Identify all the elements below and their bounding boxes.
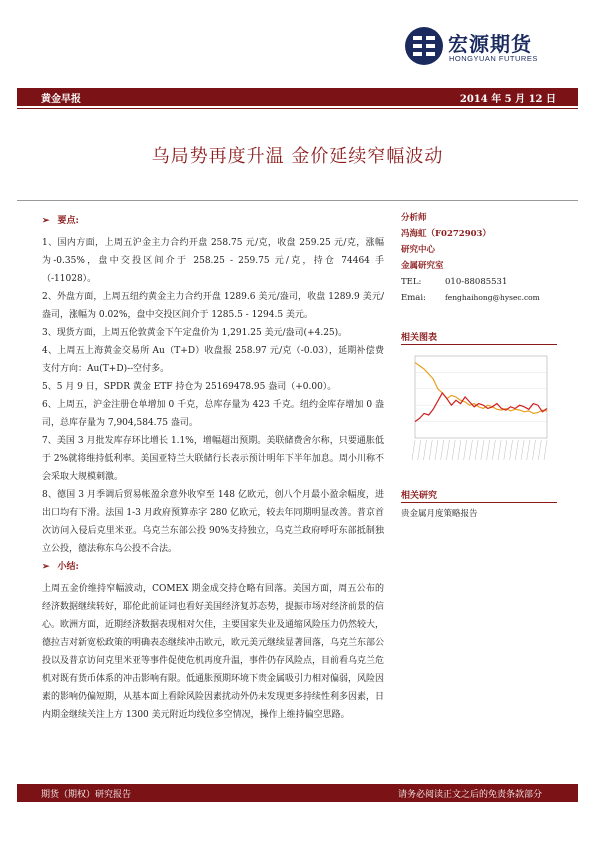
chart-x-tick-label bbox=[458, 440, 461, 460]
chart-x-tick-label bbox=[510, 440, 513, 460]
research-heading: 相关研究 bbox=[401, 491, 438, 501]
chart-x-tick-label bbox=[481, 440, 484, 460]
footer-bar bbox=[17, 784, 578, 802]
chart-x-tick-label bbox=[423, 440, 426, 460]
key-point-item: 3、现货方面，上周五伦敦黄金下午定盘价为 1,291.25 美元/盎司(+4.25)。 bbox=[42, 328, 348, 338]
chart-x-tick-label bbox=[418, 440, 421, 460]
key-point-item: 5、5 月 9 日，SPDR 黄金 ETF 持仓为 25169478.95 盎司（+0.00）。 bbox=[42, 382, 337, 392]
sidebar bbox=[401, 210, 557, 306]
key-point-item: 6、上周五，沪金注册仓单增加 0 千克，总库存量为 423 千克。纽约金库存增加 0 盎司，总库存量为 7,904,584.75 盎司。 bbox=[42, 400, 384, 428]
title-divider bbox=[17, 200, 578, 201]
chart-x-tick-label bbox=[521, 440, 524, 460]
email-label: Emai: bbox=[401, 293, 426, 303]
summary-heading: ➢ 小结: bbox=[42, 562, 79, 572]
footer-right: 请务必阅读正文之后的免责条款部分 bbox=[397, 790, 542, 800]
chart-x-tick-label bbox=[469, 440, 472, 460]
arrow-bullet-icon: ➢ bbox=[42, 216, 50, 226]
tel-label: TEL: bbox=[401, 277, 422, 287]
chart-x-tick-label bbox=[544, 440, 547, 460]
key-point-item: 4、上周五上海黄金交易所 Au（T+D）收盘报 258.97 元/克（-0.03），延期补偿费支付方向：Au(T+D)--空付多。 bbox=[42, 346, 384, 374]
key-point-item: 8、德国 3 月季调后贸易帐盈余意外收窄至 148 亿欧元，创八个月最小盈余幅度，进出口均有下滑。法国 1-3 月政府预算赤字 280 亿欧元，较去年同期明显改善。普京首次访问入侵后克里米亚。乌克兰东部公投 90%支持独立，乌克兰政府呼吁东部抵制独立公投，德法称东乌公投不合法。 bbox=[42, 490, 384, 554]
chart-x-tick-label bbox=[504, 440, 507, 460]
chart-x-tick-label bbox=[441, 440, 444, 460]
gold-price-chart bbox=[401, 348, 557, 466]
chart-x-tick-label bbox=[492, 440, 495, 460]
analyst-label: 分析师 bbox=[401, 213, 427, 223]
main-column bbox=[42, 210, 384, 724]
analyst-name: 冯海虹（F0272903） bbox=[401, 229, 491, 239]
department: 研究中心 bbox=[401, 245, 436, 255]
report-title: 乌局势再度升温 金价延续窄幅波动 bbox=[151, 146, 444, 167]
chart-x-tick-label bbox=[487, 440, 490, 460]
key-points-heading: ➢ 要点: bbox=[42, 216, 79, 226]
email-row bbox=[401, 290, 557, 306]
company-logo bbox=[404, 26, 554, 70]
tel-row bbox=[401, 274, 557, 290]
research-heading-divider bbox=[401, 502, 557, 503]
research-item[interactable]: 贵金属月度策略报告 bbox=[401, 509, 478, 519]
logo-text-cn: 宏源期货 bbox=[448, 32, 532, 56]
office: 金属研究室 bbox=[401, 261, 444, 271]
logo-mark-icon bbox=[404, 26, 444, 66]
key-point-item: 2、外盘方面，上周五纽约黄金主力合约开盘 1289.6 美元/盎司，收盘 1289.9 美元/盎司，涨幅为 0.02%，盘中交投区间介于 1285.5 - 1294.5 美元。 bbox=[42, 292, 384, 320]
chart-x-tick-label bbox=[538, 440, 541, 460]
header-divider bbox=[17, 108, 578, 109]
logo-text-en: HONGYUAN FUTURES bbox=[449, 54, 538, 63]
chart-x-tick-label bbox=[446, 440, 449, 460]
chart-x-tick-label bbox=[527, 440, 530, 460]
key-point-item: 1、国内方面，上周五沪金主力合约开盘 258.75 元/克，收盘 259.25 元/克，涨幅为-0.35%，盘中交投区间介于 258.25 - 259.75 元/克，持仓 74464 手（-11028）。 bbox=[42, 238, 384, 284]
footer-left: 期货（期权）研究报告 bbox=[41, 790, 132, 800]
tel-value: 010-88085531 bbox=[445, 277, 508, 287]
report-type: 黄金早报 bbox=[41, 94, 81, 105]
chart-x-tick-label bbox=[435, 440, 438, 460]
chart-frame bbox=[415, 356, 547, 438]
email-link[interactable]: fenghaihong@hysec.com bbox=[445, 293, 540, 302]
arrow-bullet-icon: ➢ bbox=[42, 562, 50, 572]
chart-x-tick-label bbox=[533, 440, 536, 460]
chart-x-tick-label bbox=[412, 440, 415, 460]
chart-x-tick-label bbox=[498, 440, 501, 460]
chart-x-tick-label bbox=[429, 440, 432, 460]
chart-x-tick-label bbox=[452, 440, 455, 460]
summary-text: 上周五金价维持窄幅波动，COMEX 期金成交持仓略有回落。美国方面，周五公布的经济数据继续转好，耶伦此前证词也看好美国经济复苏态势，提振市场对经济前景的信心。欧洲方面，近期经济数据表现相对欠佳，主要国家失业及通缩风险压力仍然较大，德拉吉对新宽松政策的明确表态继续冲击欧元，欧元美元继续显著回落，乌克兰东部公投以及普京访问克里米亚等事件促使危机再度升温，事件仍存风险点，目前看乌克兰危机对既有货币体系的冲击影响有限。低通胀预期环境下贵金属吸引力相对偏弱，风险因素的影响仍偏短期，从基本面上看除风险因素扰动外仍未发现更多持续性利多因素，日内期金继续关注上方 1300 美元附近均线位多空情况，操作上维持偏空思路。 bbox=[42, 584, 385, 720]
chart-x-tick-label bbox=[515, 440, 518, 460]
key-point-item: 7、美国 3 月批发库存环比增长 1.1%，增幅超出预期。美联储费舍尔称，只要通胀低于 2%就将维持低利率。美国亚特兰大联储行长表示预计明年下半年加息。周小川称不会采取大规模刺激。 bbox=[42, 436, 384, 482]
chart-x-tick-label bbox=[464, 440, 467, 460]
report-date: 2014 年 5 月 12 日 bbox=[459, 94, 556, 105]
chart-heading-divider bbox=[401, 344, 557, 345]
chart-x-tick-label bbox=[475, 440, 478, 460]
chart-heading: 相关图表 bbox=[401, 333, 438, 343]
header-bar bbox=[17, 88, 578, 106]
